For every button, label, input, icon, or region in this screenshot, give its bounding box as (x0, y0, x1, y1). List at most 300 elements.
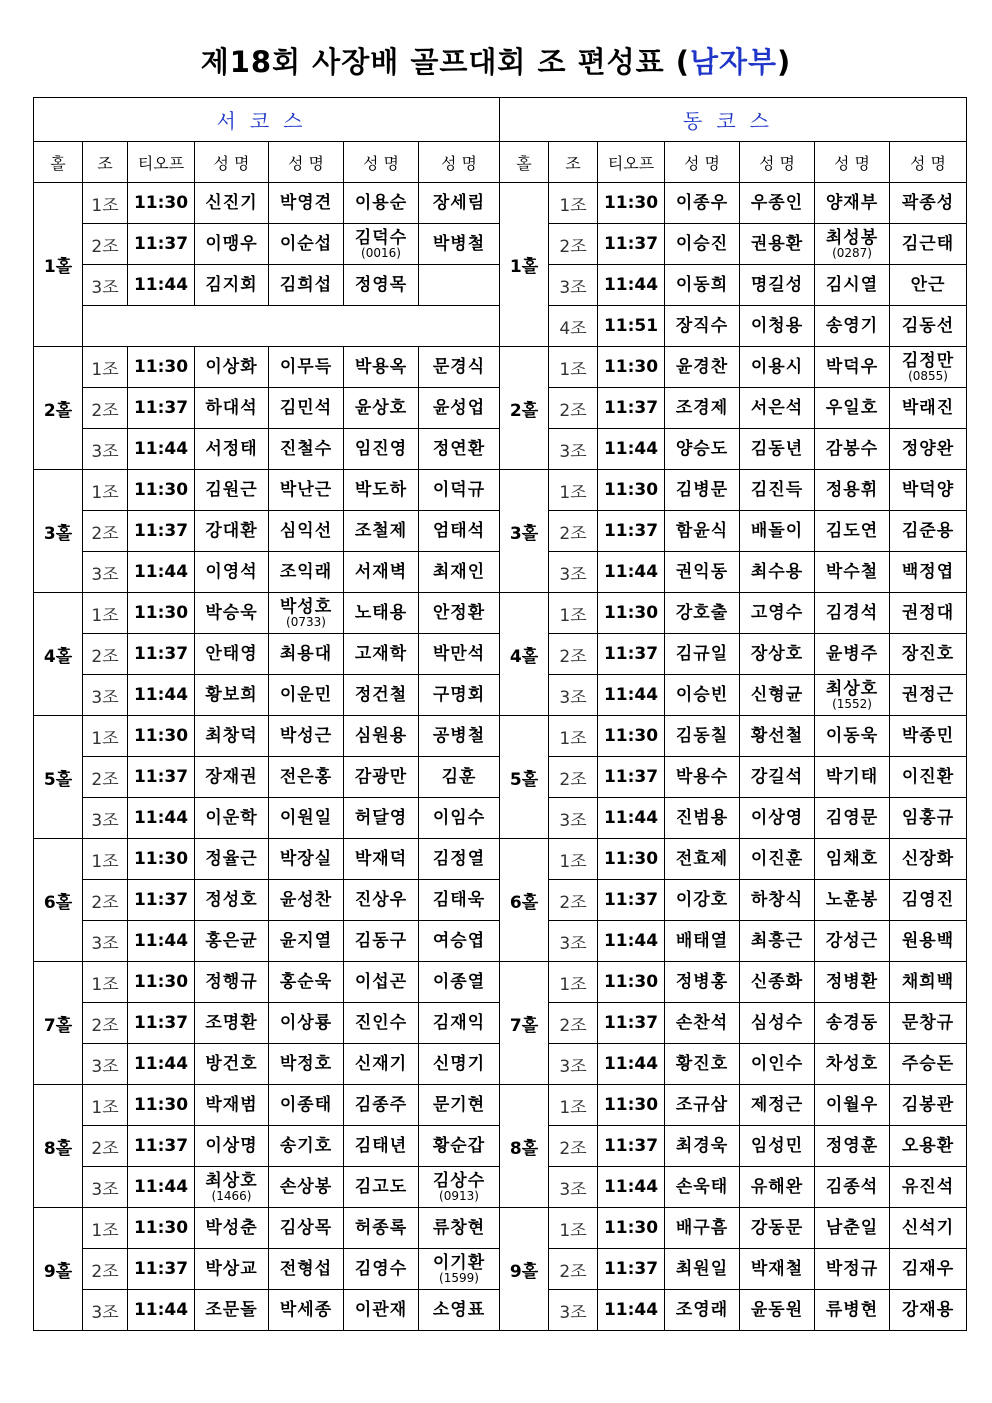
player-name: 이맹우 (205, 233, 258, 254)
player-cell (195, 839, 269, 880)
table-row (34, 183, 967, 224)
player-id-note: (1599) (439, 1270, 479, 1285)
player-name: 홍은균 (205, 930, 258, 951)
column-header-row (34, 142, 967, 183)
player-name: 신재기 (354, 1053, 408, 1074)
player-name: 최흥근 (750, 930, 804, 951)
player-name: 권익동 (675, 561, 729, 582)
player-cell (344, 593, 419, 634)
player-cell (815, 1044, 890, 1085)
player-cell (419, 1208, 500, 1249)
player-cell (665, 1044, 740, 1085)
player-name: 이덕규 (432, 479, 486, 500)
header-name: 성 명 (195, 142, 269, 183)
player-cell (195, 224, 269, 265)
group-number: 1조 (549, 1208, 598, 1249)
player-name: 이인수 (750, 1053, 804, 1074)
player-cell (344, 224, 419, 265)
player-cell (665, 552, 740, 593)
player-name: 윤성업 (432, 397, 486, 418)
player-name: 손욱태 (675, 1176, 729, 1197)
group-number: 1조 (83, 183, 128, 224)
player-cell (419, 962, 500, 1003)
tee-time: 11:44 (128, 429, 195, 470)
player-cell (195, 1044, 269, 1085)
tee-time: 11:37 (128, 1126, 195, 1167)
player-name: 조익래 (279, 561, 333, 582)
player-name: 우종인 (750, 192, 804, 213)
player-cell (269, 552, 344, 593)
player-cell (890, 511, 967, 552)
player-name: 이상명 (205, 1135, 258, 1156)
player-cell (815, 962, 890, 1003)
player-name: 양재부 (825, 192, 879, 213)
player-name: 하창식 (750, 889, 804, 910)
player-name: 장상호 (750, 643, 804, 664)
player-name: 양승도 (675, 438, 729, 459)
tee-time: 11:30 (128, 470, 195, 511)
player-cell (815, 634, 890, 675)
player-name: 이기환 (432, 1252, 486, 1273)
player-name: 서재벽 (354, 561, 408, 582)
player-name: 김경석 (825, 602, 879, 623)
header-name: 성 명 (665, 142, 740, 183)
player-name: 김정만 (901, 350, 955, 371)
player-cell (344, 839, 419, 880)
tee-time: 11:37 (128, 880, 195, 921)
hole-label: 2홀 (500, 347, 549, 470)
player-name: 박성춘 (205, 1217, 258, 1238)
player-cell (665, 1085, 740, 1126)
player-name: 김동구 (354, 930, 408, 951)
player-name: 박덕우 (825, 356, 879, 377)
player-name: 강대환 (205, 520, 258, 541)
player-name: 이운학 (205, 807, 258, 828)
group-number: 2조 (83, 634, 128, 675)
player-name: 장재권 (205, 766, 258, 787)
player-cell (195, 1126, 269, 1167)
tee-time: 11:37 (128, 511, 195, 552)
group-number: 2조 (83, 880, 128, 921)
player-name: 장세림 (432, 192, 486, 213)
player-name: 박정규 (825, 1258, 879, 1279)
player-name: 박도하 (354, 479, 408, 500)
player-cell (740, 1249, 815, 1290)
player-cell (269, 1290, 344, 1331)
player-name: 김영수 (354, 1258, 408, 1279)
group-number: 1조 (549, 962, 598, 1003)
player-cell (740, 675, 815, 716)
player-name: 최경욱 (675, 1135, 729, 1156)
player-cell (740, 429, 815, 470)
player-name: 정양완 (901, 438, 955, 459)
player-cell (740, 183, 815, 224)
player-id-note: (0733) (286, 614, 326, 629)
tee-time: 11:44 (598, 552, 665, 593)
player-cell (419, 757, 500, 798)
player-name: 정성호 (205, 889, 258, 910)
player-name: 이임수 (432, 807, 486, 828)
hole-label: 1홀 (34, 183, 83, 347)
player-cell (344, 511, 419, 552)
tee-time: 11:30 (128, 716, 195, 757)
player-cell (269, 634, 344, 675)
group-number: 2조 (549, 511, 598, 552)
player-name: 신종화 (750, 971, 804, 992)
player-cell (195, 675, 269, 716)
player-name: 전은홍 (279, 766, 333, 787)
player-name: 최용대 (279, 643, 333, 664)
player-name: 서은석 (750, 397, 804, 418)
player-name: 채희백 (901, 971, 955, 992)
player-cell (665, 183, 740, 224)
tee-time: 11:44 (598, 1044, 665, 1085)
player-cell (344, 183, 419, 224)
player-name: 노태용 (354, 602, 408, 623)
player-cell (344, 1126, 419, 1167)
player-name: 조철제 (354, 520, 408, 541)
tee-time: 11:44 (128, 1044, 195, 1085)
group-number: 4조 (549, 306, 598, 347)
group-number: 3조 (549, 798, 598, 839)
group-number: 2조 (549, 880, 598, 921)
player-name: 문기현 (432, 1094, 486, 1115)
player-cell (269, 839, 344, 880)
player-cell (665, 675, 740, 716)
tee-time: 11:44 (598, 675, 665, 716)
player-name: 하대석 (205, 397, 258, 418)
player-cell (344, 716, 419, 757)
group-number: 2조 (83, 1003, 128, 1044)
player-name: 강동문 (750, 1217, 804, 1238)
player-cell (890, 552, 967, 593)
player-cell (740, 880, 815, 921)
tee-time: 11:44 (128, 798, 195, 839)
player-cell (269, 388, 344, 429)
player-cell (740, 265, 815, 306)
header-teeoff: 티오프 (598, 142, 665, 183)
group-number: 1조 (549, 593, 598, 634)
player-cell (740, 716, 815, 757)
player-name: 이종열 (432, 971, 486, 992)
player-cell (195, 347, 269, 388)
player-name: 송기호 (279, 1135, 333, 1156)
player-cell (344, 388, 419, 429)
group-number: 2조 (83, 511, 128, 552)
tee-time: 11:30 (598, 1208, 665, 1249)
group-number: 2조 (549, 1249, 598, 1290)
player-name: 임채호 (825, 848, 879, 869)
tee-time: 11:37 (128, 1249, 195, 1290)
player-cell (665, 593, 740, 634)
tee-time: 11:37 (128, 757, 195, 798)
group-number: 3조 (83, 675, 128, 716)
player-cell (740, 1003, 815, 1044)
group-number: 2조 (83, 1249, 128, 1290)
player-cell (269, 1208, 344, 1249)
player-name: 황진호 (675, 1053, 729, 1074)
page-title (0, 40, 992, 81)
player-name: 임홍규 (901, 807, 955, 828)
player-name: 명길성 (750, 274, 804, 295)
player-name: 배구흠 (675, 1217, 729, 1238)
player-cell (890, 1085, 967, 1126)
player-cell (890, 183, 967, 224)
tee-time: 11:30 (598, 839, 665, 880)
player-cell (195, 757, 269, 798)
tee-time: 11:44 (128, 1290, 195, 1331)
player-name: 정병홍 (675, 971, 729, 992)
player-name: 김민석 (279, 397, 333, 418)
group-number: 3조 (549, 1044, 598, 1085)
hole-label: 6홀 (500, 839, 549, 962)
tee-time: 11:30 (598, 183, 665, 224)
player-cell (195, 798, 269, 839)
player-name: 박병철 (432, 233, 486, 254)
group-number: 3조 (83, 1167, 128, 1208)
player-name: 함윤식 (675, 520, 729, 541)
group-number: 1조 (549, 716, 598, 757)
hole-label: 3홀 (34, 470, 83, 593)
title-division: 남자부 (689, 45, 778, 79)
player-name: 이무득 (279, 356, 333, 377)
player-cell (665, 634, 740, 675)
player-name: 임성민 (750, 1135, 804, 1156)
tee-time: 11:44 (598, 798, 665, 839)
player-cell (665, 962, 740, 1003)
group-number: 1조 (83, 716, 128, 757)
header-group: 조 (83, 142, 128, 183)
player-cell (269, 962, 344, 1003)
player-cell (665, 265, 740, 306)
group-number: 1조 (83, 1085, 128, 1126)
player-cell (665, 347, 740, 388)
player-cell (344, 675, 419, 716)
player-id-note: (0287) (832, 245, 872, 260)
player-name: 김병문 (675, 479, 729, 500)
tee-time: 11:37 (598, 511, 665, 552)
player-name: 황순갑 (432, 1135, 486, 1156)
player-name: 박래진 (901, 397, 955, 418)
player-name: 박용옥 (354, 356, 408, 377)
hole-label: 5홀 (34, 716, 83, 839)
player-name: 윤병주 (825, 643, 879, 664)
player-cell (740, 224, 815, 265)
player-cell (815, 1126, 890, 1167)
player-name: 여승엽 (432, 930, 486, 951)
player-cell (815, 470, 890, 511)
player-name: 장직수 (675, 315, 729, 336)
player-cell (344, 1208, 419, 1249)
player-cell (195, 880, 269, 921)
player-cell (665, 1249, 740, 1290)
group-number: 3조 (549, 1290, 598, 1331)
player-cell (419, 921, 500, 962)
player-cell (344, 470, 419, 511)
player-cell (890, 1003, 967, 1044)
player-name: 최원일 (675, 1258, 729, 1279)
player-name: 이상영 (750, 807, 804, 828)
player-name: 박만석 (432, 643, 486, 664)
player-name: 박재범 (205, 1094, 258, 1115)
player-cell (740, 347, 815, 388)
group-number: 3조 (83, 1290, 128, 1331)
tee-time: 11:37 (598, 634, 665, 675)
group-number: 2조 (549, 757, 598, 798)
player-name: 김동칠 (675, 725, 729, 746)
player-name: 최성봉 (825, 227, 879, 248)
player-name: 이승진 (675, 233, 729, 254)
player-cell (815, 593, 890, 634)
player-name: 최상호 (825, 678, 879, 699)
player-name: 허달영 (354, 807, 408, 828)
player-name: 방건호 (205, 1053, 258, 1074)
player-id-note: (0855) (908, 368, 948, 383)
player-cell (344, 1249, 419, 1290)
player-cell (890, 1208, 967, 1249)
player-cell (195, 183, 269, 224)
player-cell (890, 265, 967, 306)
player-name: 김덕수 (354, 227, 408, 248)
player-name: 박승욱 (205, 602, 258, 623)
player-cell (665, 716, 740, 757)
player-cell (665, 1290, 740, 1331)
player-name: 조규삼 (675, 1094, 729, 1115)
tee-time: 11:37 (598, 224, 665, 265)
player-cell (815, 265, 890, 306)
player-name: 김종주 (354, 1094, 408, 1115)
player-name: 정건철 (354, 684, 408, 705)
player-name: 이상룡 (279, 1012, 333, 1033)
player-cell (195, 388, 269, 429)
player-cell (195, 634, 269, 675)
player-name: 김영문 (825, 807, 879, 828)
player-cell (195, 470, 269, 511)
player-id-note: (1552) (832, 696, 872, 711)
tee-time: 11:37 (598, 1003, 665, 1044)
player-cell (815, 511, 890, 552)
group-number: 2조 (549, 224, 598, 265)
tee-time: 11:30 (598, 347, 665, 388)
player-cell (815, 1003, 890, 1044)
group-number: 3조 (83, 921, 128, 962)
tee-time: 11:37 (598, 1126, 665, 1167)
player-cell (890, 306, 967, 347)
player-cell (890, 1249, 967, 1290)
player-name: 유해완 (750, 1176, 804, 1197)
player-cell (815, 839, 890, 880)
player-name: 김영진 (901, 889, 955, 910)
player-cell (419, 224, 500, 265)
tee-time: 11:51 (598, 306, 665, 347)
player-name: 정용휘 (825, 479, 879, 500)
player-name: 류창현 (432, 1217, 486, 1238)
player-cell (815, 388, 890, 429)
player-name: 고영수 (750, 602, 804, 623)
player-name: 윤성찬 (279, 889, 333, 910)
player-name: 최수용 (750, 561, 804, 582)
player-cell (665, 757, 740, 798)
tee-time: 11:30 (128, 347, 195, 388)
player-name: 송영기 (825, 315, 879, 336)
player-name: 소영표 (432, 1299, 486, 1320)
group-number: 2조 (83, 224, 128, 265)
group-number: 1조 (549, 470, 598, 511)
hole-label: 8홀 (34, 1085, 83, 1208)
player-name: 김종석 (825, 1176, 879, 1197)
player-name: 김고도 (354, 1176, 408, 1197)
player-name: 신형균 (750, 684, 804, 705)
player-cell (815, 224, 890, 265)
header-name: 성 명 (740, 142, 815, 183)
player-cell (269, 757, 344, 798)
title-close: ) (777, 45, 792, 79)
player-name: 배태열 (675, 930, 729, 951)
player-cell (269, 265, 344, 306)
player-cell (419, 1044, 500, 1085)
player-cell (665, 388, 740, 429)
player-name: 손찬석 (675, 1012, 729, 1033)
tee-time: 11:37 (598, 880, 665, 921)
hole-label: 9홀 (34, 1208, 83, 1331)
player-name: 김근태 (901, 233, 955, 254)
player-name: 김동선 (901, 315, 955, 336)
player-name: 문경식 (432, 356, 486, 377)
player-name: 이승빈 (675, 684, 729, 705)
player-cell (890, 1126, 967, 1167)
player-cell (890, 388, 967, 429)
player-cell (890, 675, 967, 716)
player-cell (815, 552, 890, 593)
tee-time: 11:30 (598, 962, 665, 1003)
tee-time: 11:30 (598, 470, 665, 511)
player-name: 진인수 (354, 1012, 408, 1033)
player-name: 감광만 (354, 766, 408, 787)
player-name: 이용시 (750, 356, 804, 377)
player-name: 신장화 (901, 848, 955, 869)
player-name: 강성근 (825, 930, 879, 951)
group-number: 1조 (83, 1208, 128, 1249)
player-cell (890, 880, 967, 921)
player-cell (195, 716, 269, 757)
player-name: 안근 (910, 274, 946, 295)
player-name: 최창덕 (205, 725, 258, 746)
group-number: 1조 (549, 347, 598, 388)
player-cell (419, 429, 500, 470)
group-number: 1조 (83, 962, 128, 1003)
table-row (34, 347, 967, 388)
player-cell (419, 1290, 500, 1331)
player-cell (815, 306, 890, 347)
player-cell (890, 634, 967, 675)
player-name: 김상목 (279, 1217, 333, 1238)
player-cell (890, 716, 967, 757)
player-name: 임진영 (354, 438, 408, 459)
player-cell (269, 1126, 344, 1167)
group-number: 3조 (549, 921, 598, 962)
player-name: 조명환 (205, 1012, 258, 1033)
player-name: 이관재 (354, 1299, 408, 1320)
player-cell (740, 1290, 815, 1331)
player-cell (815, 1249, 890, 1290)
player-cell (269, 1167, 344, 1208)
player-cell (665, 1003, 740, 1044)
player-name: 김훈 (441, 766, 477, 787)
player-cell (740, 1044, 815, 1085)
header-name: 성 명 (419, 142, 500, 183)
player-name: 최재인 (432, 561, 486, 582)
player-cell (419, 880, 500, 921)
